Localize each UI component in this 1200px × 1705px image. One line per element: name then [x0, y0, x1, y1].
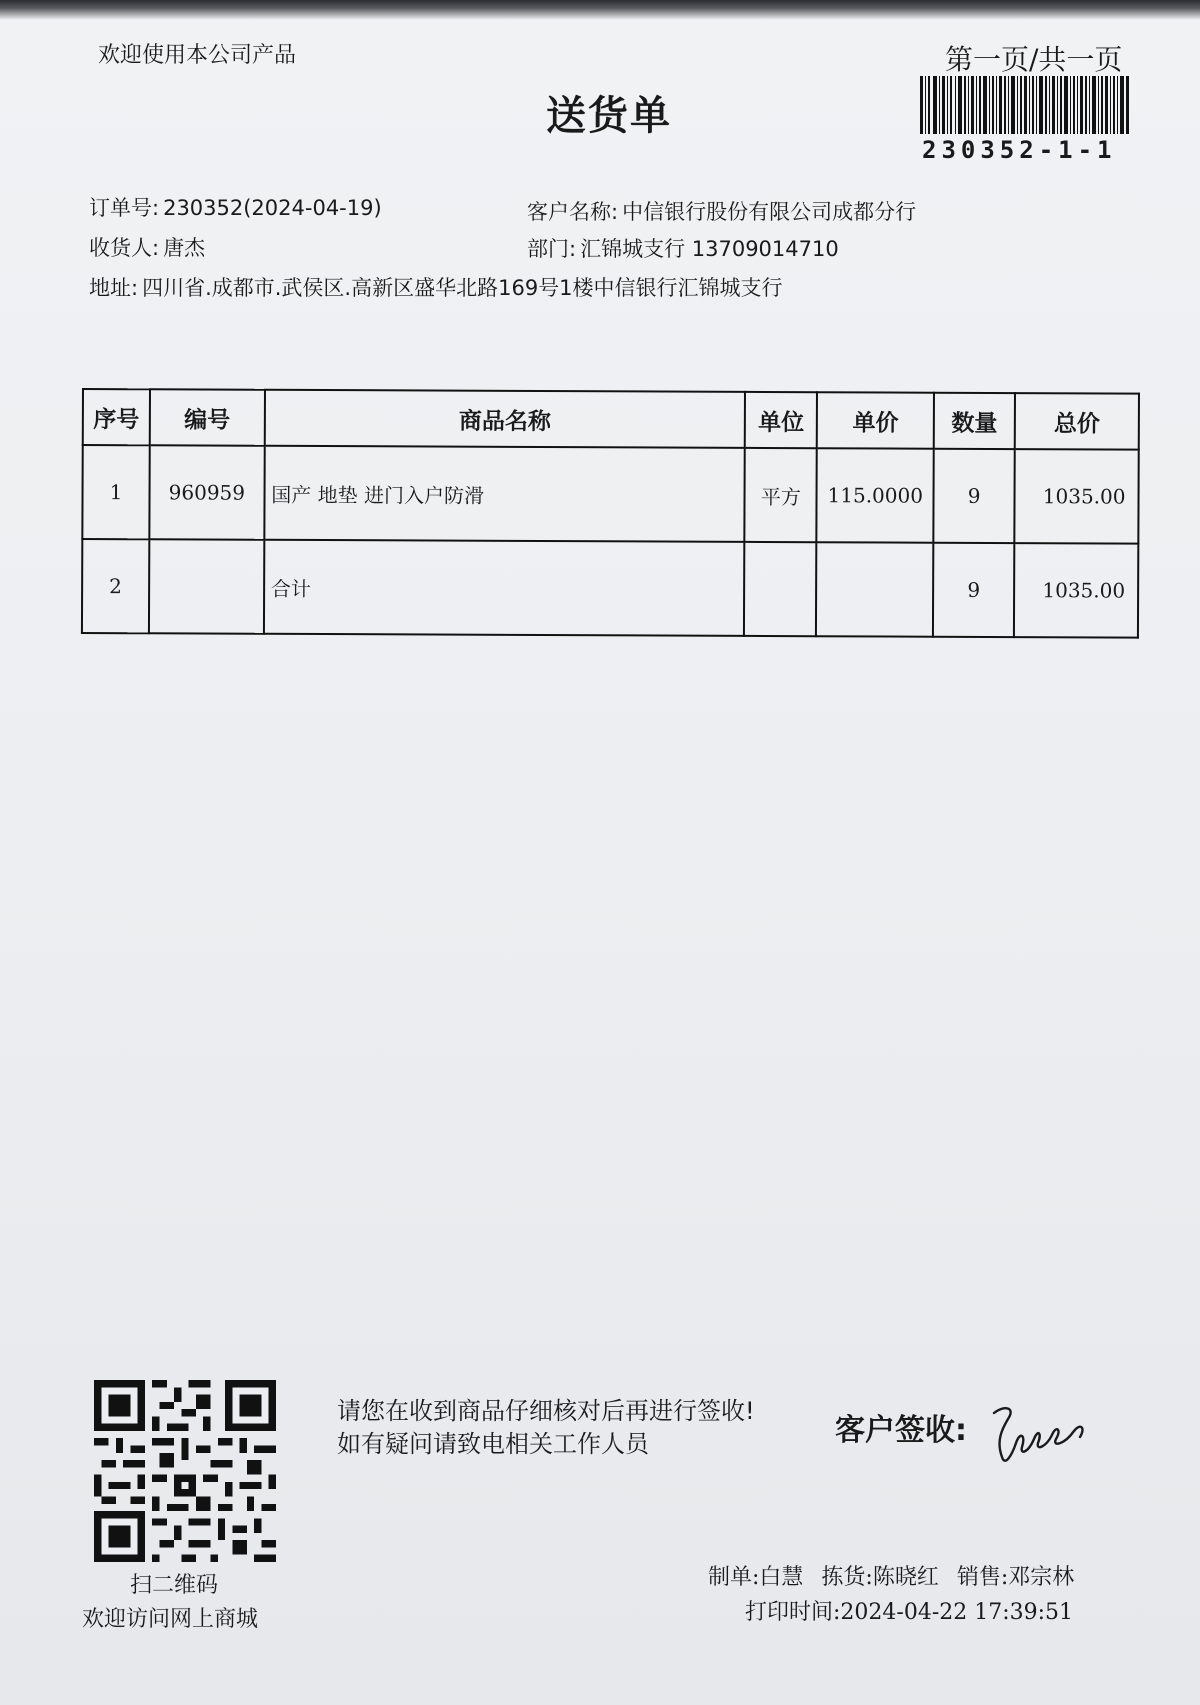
- cell-seq: 2: [82, 539, 149, 633]
- items-table: [81, 388, 1140, 639]
- customer-value: 中信银行股份有限公司成都分行: [622, 200, 917, 224]
- page-info: 第一页/共一页: [945, 43, 1123, 76]
- address-label: 地址:: [89, 276, 139, 300]
- maker-text: 制单:白慧: [708, 1565, 804, 1590]
- col-header-total: 总价: [1015, 393, 1139, 450]
- table-row-summary: [82, 539, 1138, 638]
- cell-code: 960959: [149, 445, 264, 540]
- col-header-product-name: 商品名称: [265, 390, 746, 448]
- staff-line: [708, 1560, 1074, 1591]
- col-header-quantity: 数量: [934, 393, 1015, 449]
- col-header-unit-price: 单价: [817, 392, 934, 449]
- qr-caption-scan: 扫二维码: [130, 1573, 219, 1598]
- customer-label: 客户名称:: [527, 200, 619, 224]
- department-field: [527, 233, 839, 263]
- cell-unit-price: [816, 542, 933, 637]
- cell-product-name: 合计: [264, 540, 745, 636]
- order-number-label: 订单号:: [89, 196, 160, 220]
- customer-field: [527, 196, 916, 226]
- col-header-unit: 单位: [745, 392, 817, 448]
- cell-product-name: 国产 地垫 进门入户防滑: [264, 446, 745, 542]
- cell-code: [149, 539, 264, 634]
- department-value: 汇锦城支行 13709014710: [580, 237, 839, 261]
- address-value: 四川省.成都市.武侯区.高新区盛华北路169号1楼中信银行汇锦城支行: [142, 276, 783, 300]
- receipt-notice: 请您在收到商品仔细核对后再进行签收!如有疑问请致电相关工作人员: [337, 1397, 755, 1458]
- order-number-field: [89, 192, 382, 222]
- cell-quantity: 9: [933, 543, 1014, 637]
- table-header-row: [83, 389, 1139, 450]
- cell-unit-price: 115.0000: [817, 448, 934, 543]
- receiver-label: 收货人:: [89, 236, 160, 260]
- picker-text: 拣货:陈晓红: [821, 1565, 939, 1590]
- barcode-number: 230352-1-1: [922, 136, 1117, 164]
- print-time: 打印时间:2024-04-22 17:39:51: [745, 1600, 1074, 1625]
- sales-text: 销售:邓宗林: [956, 1565, 1075, 1590]
- document-title: 送货单: [546, 92, 672, 139]
- handwritten-signature: [990, 1395, 1090, 1485]
- receiver-value: 唐杰: [163, 236, 206, 260]
- welcome-text: 欢迎使用本公司产品: [98, 43, 297, 68]
- cell-seq: 1: [82, 445, 149, 539]
- address-field: [89, 272, 783, 302]
- order-number-value: 230352(2024-04-19): [163, 196, 382, 220]
- barcode-icon: [920, 76, 1130, 134]
- cell-unit: [744, 542, 816, 636]
- department-label: 部门:: [527, 237, 577, 261]
- customer-signature-label: 客户签收:: [835, 1413, 967, 1448]
- receiver-field: [89, 232, 205, 262]
- cell-total: 1035.00: [1014, 543, 1138, 638]
- table-row: [82, 445, 1138, 544]
- qr-caption-visit: 欢迎访问网上商城: [82, 1607, 259, 1632]
- cell-quantity: 9: [934, 449, 1015, 543]
- scan-edge-shadow: [0, 0, 1200, 20]
- cell-total: 1035.00: [1014, 449, 1138, 544]
- col-header-code: 编号: [150, 389, 265, 446]
- cell-unit: 平方: [745, 448, 817, 542]
- col-header-seq: 序号: [83, 389, 150, 445]
- qr-code-icon: [94, 1380, 276, 1562]
